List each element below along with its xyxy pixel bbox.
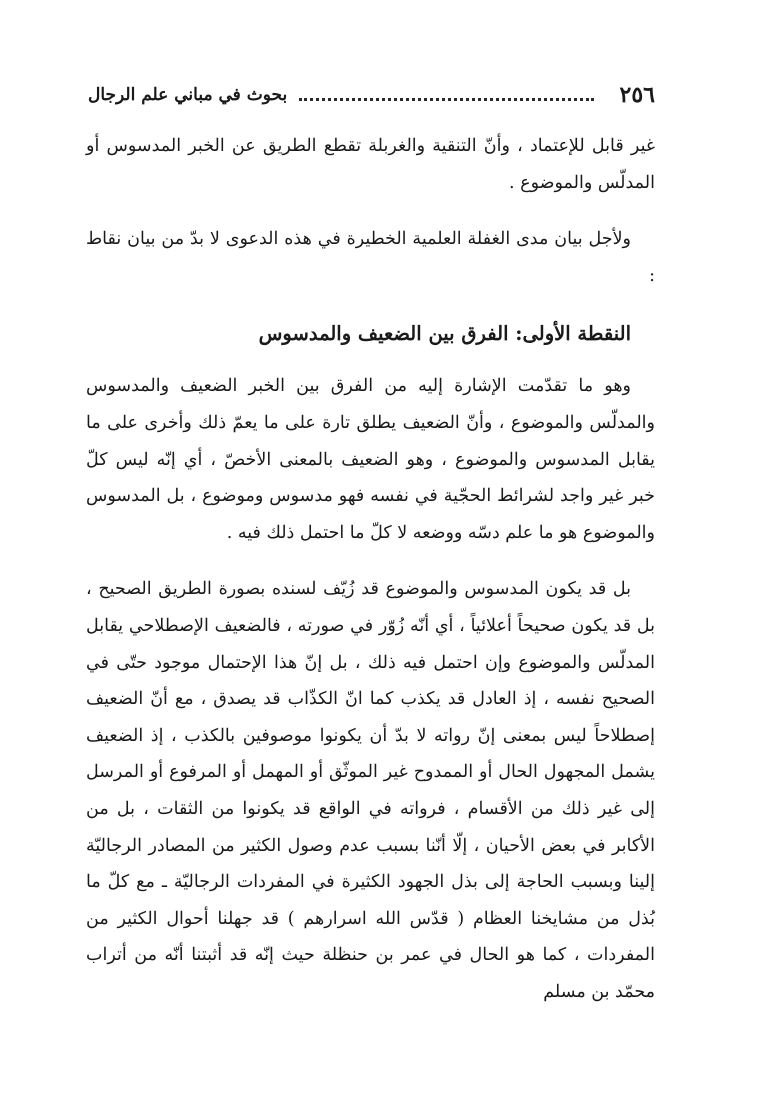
paragraph-continuation [86,128,655,201]
section-heading: النقطة الأولى: الفرق بين الضعيف والمدسوس [258,322,631,346]
paragraph-text: بل قد يكون المدسوس والموضوع قد زُيّف لسنده بصورة الطريق الصحيح ، بل قد يكون صحيحاً أعلائياً ، أي أنّه زُوّر في صورته ، فالضعيف الإصطلاحي يقابل المدلّس والموضوع وإن احتمل فيه ذلك ، بل إنّ هذا الإحتمال موجود حتّى في الصحيح نفسه ، إذ العادل قد يكذب كما انّ الكذّاب قد يصدق ، مع أنّ الضعيف إصطلاحاً ليس بمعنى إنّ رواته لا بدّ أن يكونوا موصوفين بالكذب ، إذ الضعيف يشمل المجهول الحال أو الممدوح غير الموثّق أو المهمل أو المرفوع أو المرسل إلى غير ذلك من الأقسام ، فرواته في الواقع قد يكونوا من الثقات ، بل من الأكابر في بعض الأحيان ، إلّا أنّنا بسبب عدم وصول الكثير من المصادر الرجاليّة إلينا وبسبب الحاجة إلى بذل الجهود الكثيرة في المفردات الرجاليّة ـ مع كلّ ما بُذل من مشايخنا العظام ( قدّس الله اسرارهم ) قد جهلنا أحوال الكثير من المفردات ، كما هو الحال في عمر بن حنظلة حيث إنّه قد أثبتنا أنّه من أتراب محمّد بن مسلم [86,579,655,1002]
paragraph-points-intro [86,221,655,294]
paragraph-text: ولأجل بيان مدى الغفلة العلمية الخطيرة في هذه الدعوى لا بدّ من بيان نقاط : [86,229,655,286]
paragraph-text: وهو ما تقدّمت الإشارة إليه من الفرق بين الخبر الضعيف والمدسوس والمدلّس والموضوع ، وأنّ الضعيف يطلق تارة على ما يعمّ ذلك وأخرى على ما يقابل المدسوس والموضوع ، وهو الضعيف بالمعنى الأخصّ ، أي إنّه ليس كلّ خبر غير واجد لشرائط الحجّية في نفسه فهو مدسوس وموضوع ، بل المدسوس والموضوع هو ما علم دسّه ووضعه لا كلّ ما احتمل ذلك فيه . [86,376,655,543]
leader-dots [299,96,593,101]
page-number: ٢٥٦ [619,82,655,108]
running-header [88,78,655,112]
book-title: بحوث في مباني علم الرجال [88,85,288,105]
body-text [86,128,655,1030]
paragraph-difference [86,368,655,551]
paragraph-forged [86,571,655,1010]
paragraph-text: غير قابل للإعتماد ، وأنّ التنقية والغربلة تقطع الطريق عن الخبر المدسوس أو المدلّس والموضوع . [86,136,655,193]
